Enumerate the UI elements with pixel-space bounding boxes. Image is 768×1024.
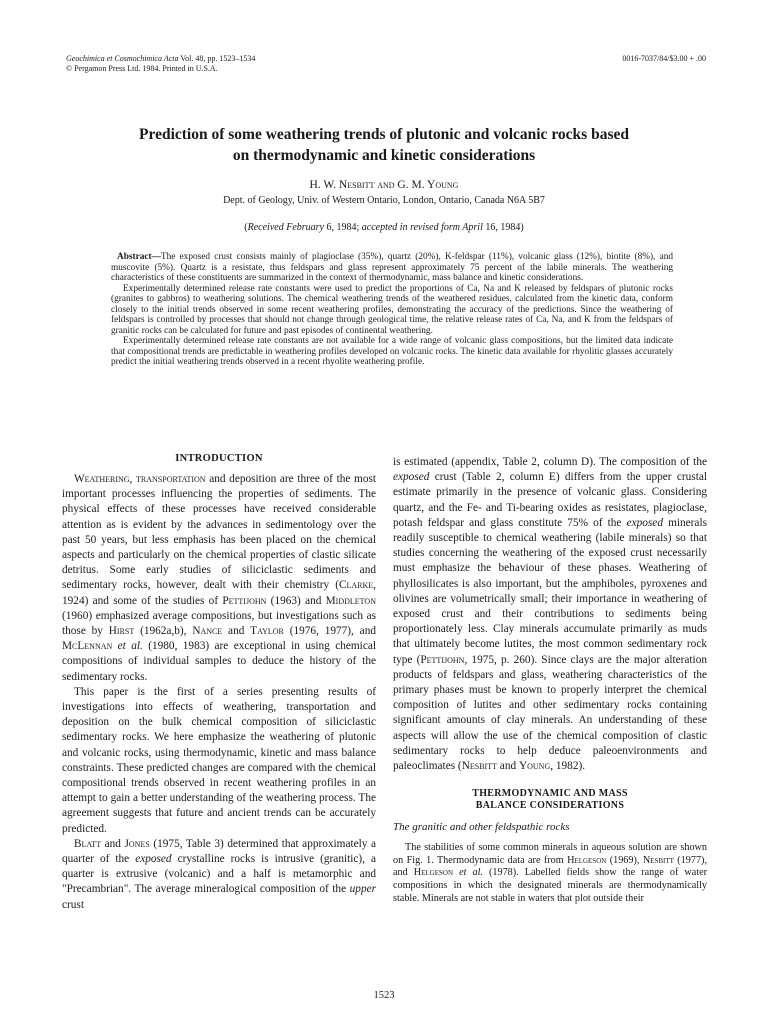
page-number: 1523	[373, 990, 395, 1001]
right-paragraph-1: is estimated (appendix, Table 2, column D). The composition of the exposed crust (Table 2, column E) differs from the upper crustal estimate primarily in the presence of volcanic glass. Considering quartz, and the Fe- and Ti-bearing oxides as resistates, plagioclase, potash feldspar and glass constitute 75% of the exposed minerals readily susceptible to chemical weathering (labile minerals) so that studies concerning the weathering of the exposed crust necessarily must emphasize the behaviour of these phases. Weathering of phyllosilicates is also important, but the amphiboles, pyroxenes and olivines are volumetrically small; their importance in weathering of exposed crust and their contributions to sediments being proportionately less. Clay minerals accumulate primarily as muds that ultimately become lutites, the most common sedimentary rock type (Pettijohn, 1975, p. 260). Since clays are the major alteration products of feldspars and glass, weathering characteristics of the primary phases must be known to properly interpret the chemical composition of lutites and other sedimentary rocks containing significant amounts of clay minerals. An understanding of these aspects will allow the use of the chemical composition of clastic sedimentary rocks to help deduce paleoenvironments and paleoclimates (Nesbitt and Young, 1982).	[393, 456, 707, 773]
abstract-paragraph-2: Experimentally determined release rate constants were used to predict the proportions of Ca, Na and K released by feldspars of plutonic rocks (granites to gabbros) to weathering solutions. The chemical weathering trends of the weathered residues, calculated from the kinetic data, conform closely to the initial trends observed in some recent weathering profiles, demonstrating the accuracy of the predictions. Since the weathering of feldspars is controlled by processes that should not change through geological time, the relative release rates of Ca, Na, and K from the feldspars of granitic rocks can be calculated for future and past episodes of continental weathering.	[111, 283, 673, 336]
journal-header-left	[66, 54, 255, 74]
right-column	[393, 455, 707, 905]
introduction-heading: INTRODUCTION	[175, 453, 263, 464]
left-column	[62, 452, 376, 913]
article-title	[60, 124, 708, 166]
granitic-subheading: The granitic and other feldspathic rocks	[393, 821, 570, 834]
title-line-1: Prediction of some weathering trends of plutonic and volcanic rocks based	[139, 126, 629, 143]
title-line-2: on thermodynamic and kinetic considerations	[232, 147, 536, 164]
intro-paragraph-1: Weathering, transportation and deposition are three of the most important processes influencing the properties of sediments. The physical effects of these processes have received considerable attention as is evident by the advances in sedimentology over the past 50 years, but less emphasis has been placed on the chemical aspects and particularly on the chemical properties of clastic silicate detritus. Some early studies of siliciclastic sediments and sedimentary rocks, however, dealt with their chemistry (Clarke, 1924) and some of the studies of Pettijohn (1963) and Middleton (1960) emphasized average compositions, but investigations such as those by Hirst (1962a,b), Nance and Taylor (1976, 1977), and McLennan et al. (1980, 1983) are exceptional in using chemical compositions of individual samples to deduce the history of the sedimentary rocks.	[62, 473, 377, 683]
abstract-paragraph-3: Experimentally determined release rate constants are not available for a wide range of volcanic glass compositions, but the limited data indicate that compositional trends are predictable in weathering profiles developed on volcanic rocks. The kinetic data available for rhyolitic glasses accurately predict the initial weathering trends observed in a recent rhyolite weathering profile.	[111, 336, 673, 367]
intro-paragraph-2: This paper is the first of a series presenting results of investigations into effects of weathering, transportation and deposition on the bulk chemical composition of siliciclastic sedimentary rocks. We here emphasize the weathering of plutonic and volcanic rocks, using thermodynamic, kinetic and mass balance constraints. These predicted changes are compared with the chemical compositional trends observed in recent weathering profiles in an attempt to gain a better understanding of the weathering process. The agreement suggests that future and ancient trends can be accurately predicted.	[62, 685, 376, 835]
received-dates: (Received February 6, 1984; accepted in revised form April 16, 1984)	[244, 222, 524, 233]
abstract-paragraph-1: Abstract—The exposed crust consists mainly of plagioclase (35%), quartz (20%), K-feldspar (11%), volcanic glass (12%), biotite (8%), and muscovite (5%). Quartz is a resistate, thus feldspars and glass represent approximately 75 percent of the labile minerals. The weathering characteristics of these constituents are summarized in the context of thermodynamic, mass balance and kinetic considerations.	[111, 252, 673, 283]
abstract	[111, 252, 673, 368]
intro-paragraph-3: Blatt and Jones (1975, Table 3) determined that approximately a quarter of the exposed crystalline rocks is intrusive (granitic), a quarter is extrusive (volcanic) and a half is metamorphic and "Precambrian". The average mineralogical composition of the upper crust	[62, 837, 376, 911]
thermodynamic-section-heading: THERMODYNAMIC AND MASS BALANCE CONSIDERATIONS	[472, 788, 628, 812]
journal-name: Geochimica et Cosmochimica Acta	[66, 54, 179, 63]
abstract-label: Abstract—	[117, 252, 161, 262]
authors: H. W. Nesbitt and G. M. Young	[309, 179, 459, 191]
journal-code: 0016-7037/84/$3.00 + .00	[622, 54, 706, 63]
copyright-line: © Pergamon Press Ltd. 1984. Printed in U.S.A.	[66, 64, 218, 73]
journal-volume: Vol. 48, pp. 1523–1534	[178, 54, 256, 63]
right-paragraph-2: The stabilities of some common minerals in aqueous solution are shown on Fig. 1. Thermodynamic data are from Helgeson (1969), Nesbitt (1977), and Helgeson et al. (1978). Labelled fields show the range of water compositions in which the designated minerals are thermodynamically stable. Minerals are not stable in waters that plot outside their	[393, 842, 708, 904]
affiliation: Dept. of Geology, Univ. of Western Ontario, London, Ontario, Canada N6A 5B7	[223, 195, 545, 206]
